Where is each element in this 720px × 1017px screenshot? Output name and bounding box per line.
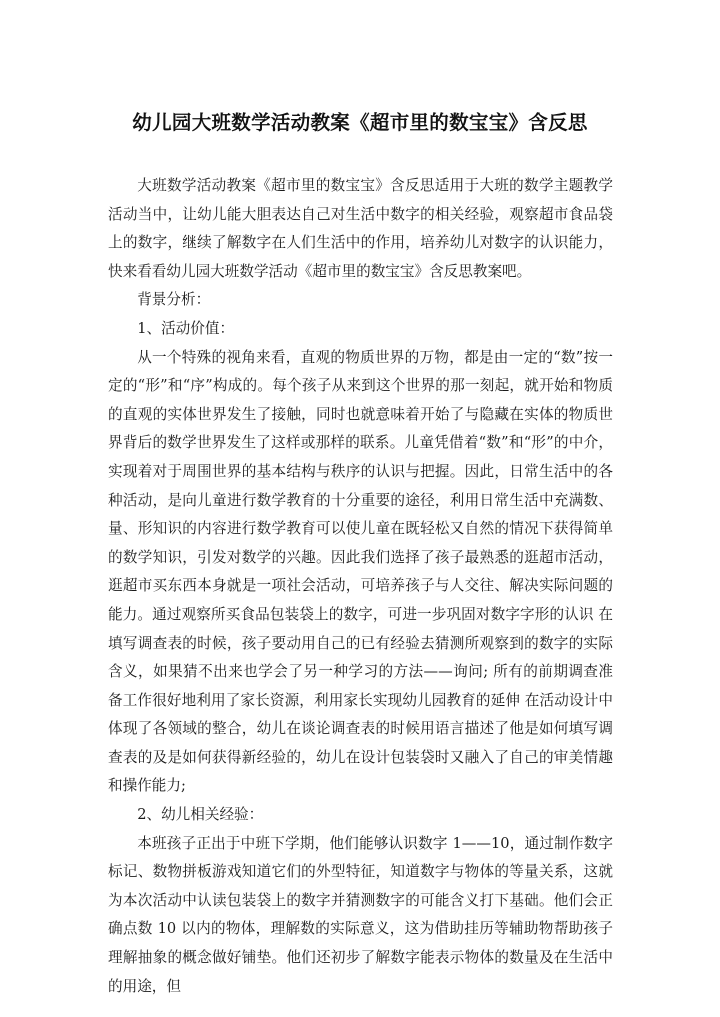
intro-paragraph: 大班数学活动教案《超市里的数宝宝》含反思适用于大班的数学主题教学活动当中，让幼儿能大胆表达自己对生活中数字的相关经验，观察超市食品袋上的数字，继续了解数字在人们生活中的作用，培养幼儿对数字的认识能力，快来看看幼儿园大班数学活动《超市里的数宝宝》含反思教案吧。 [108,177,613,280]
document-body [108,172,613,1001]
activity-value-paragraph: 从一个特殊的视角来看，直观的物质世界的万物，都是由一定的“数”按一定的“形”和“序”构成的。每个孩子从来到这个世界的那一刻起，就开始和物质的直观的实体世界发生了接触，同时也就意味着开始了与隐藏在实体的物质世界背后的数学世界发生了这样或那样的联系。儿童凭借着“数”和“形”的中介，实现着对于周围世界的基本结构与秩序的认识与把握。因此，日常生活中的各种活动，是向儿童进行数学教育的十分重要的途径，利用日常生活中充满数、量、形知识的内容进行数学教育可以使儿童在既轻松又自然的情况下获得简单的数学知识，引发对数学的兴趣。因此我们选择了孩子最熟悉的逛超市活动，逛超市买东西本身就是一项社会活动，可培养孩子与人交往、解决实际问题的能力。通过观察所买食品包装袋上的数字，可进一步巩固对数字字形的认识 在填写调查表的时候，孩子要动用自己的已有经验去猜测所观察到的数字的实际含义，如果猜不出来也学会了另一种学习的方法——询问; 所有的前期调查准备工作很好地利用了家长资源，利用家长实现幼儿园教育的延伸 在活动设计中体现了各领域的整合，幼儿在谈论调查表的时候用语言描述了他是如何填写调查表的及是如何获得新经验的，幼儿在设计包装袋时又融入了自己的审美情趣和操作能力; [108,348,613,795]
activity-value-heading: 1、活动价值： [137,319,235,337]
document-title: 幼儿园大班数学活动教案《超市里的数宝宝》含反思 [132,111,588,134]
child-experience-heading: 2、幼儿相关经验： [137,806,264,824]
background-analysis-heading: 背景分析： [137,291,211,309]
child-experience-paragraph: 本班孩子正出于中班下学期，他们能够认识数字 1——10，通过制作数字标记、数物拼板游戏知道它们的外型特征，知道数字与物体的等量关系，这就为本次活动中认读包装袋上的数字并猜测数字的可能含义打下基础。他们会正确点数 10 以内的物体，理解数的实际意义，这为借助挂历等辅助物帮助孩子理解抽象的概念做好铺垫。他们还初步了解数字能表示物体的数量及在生活中的用途，但 [108,834,613,995]
